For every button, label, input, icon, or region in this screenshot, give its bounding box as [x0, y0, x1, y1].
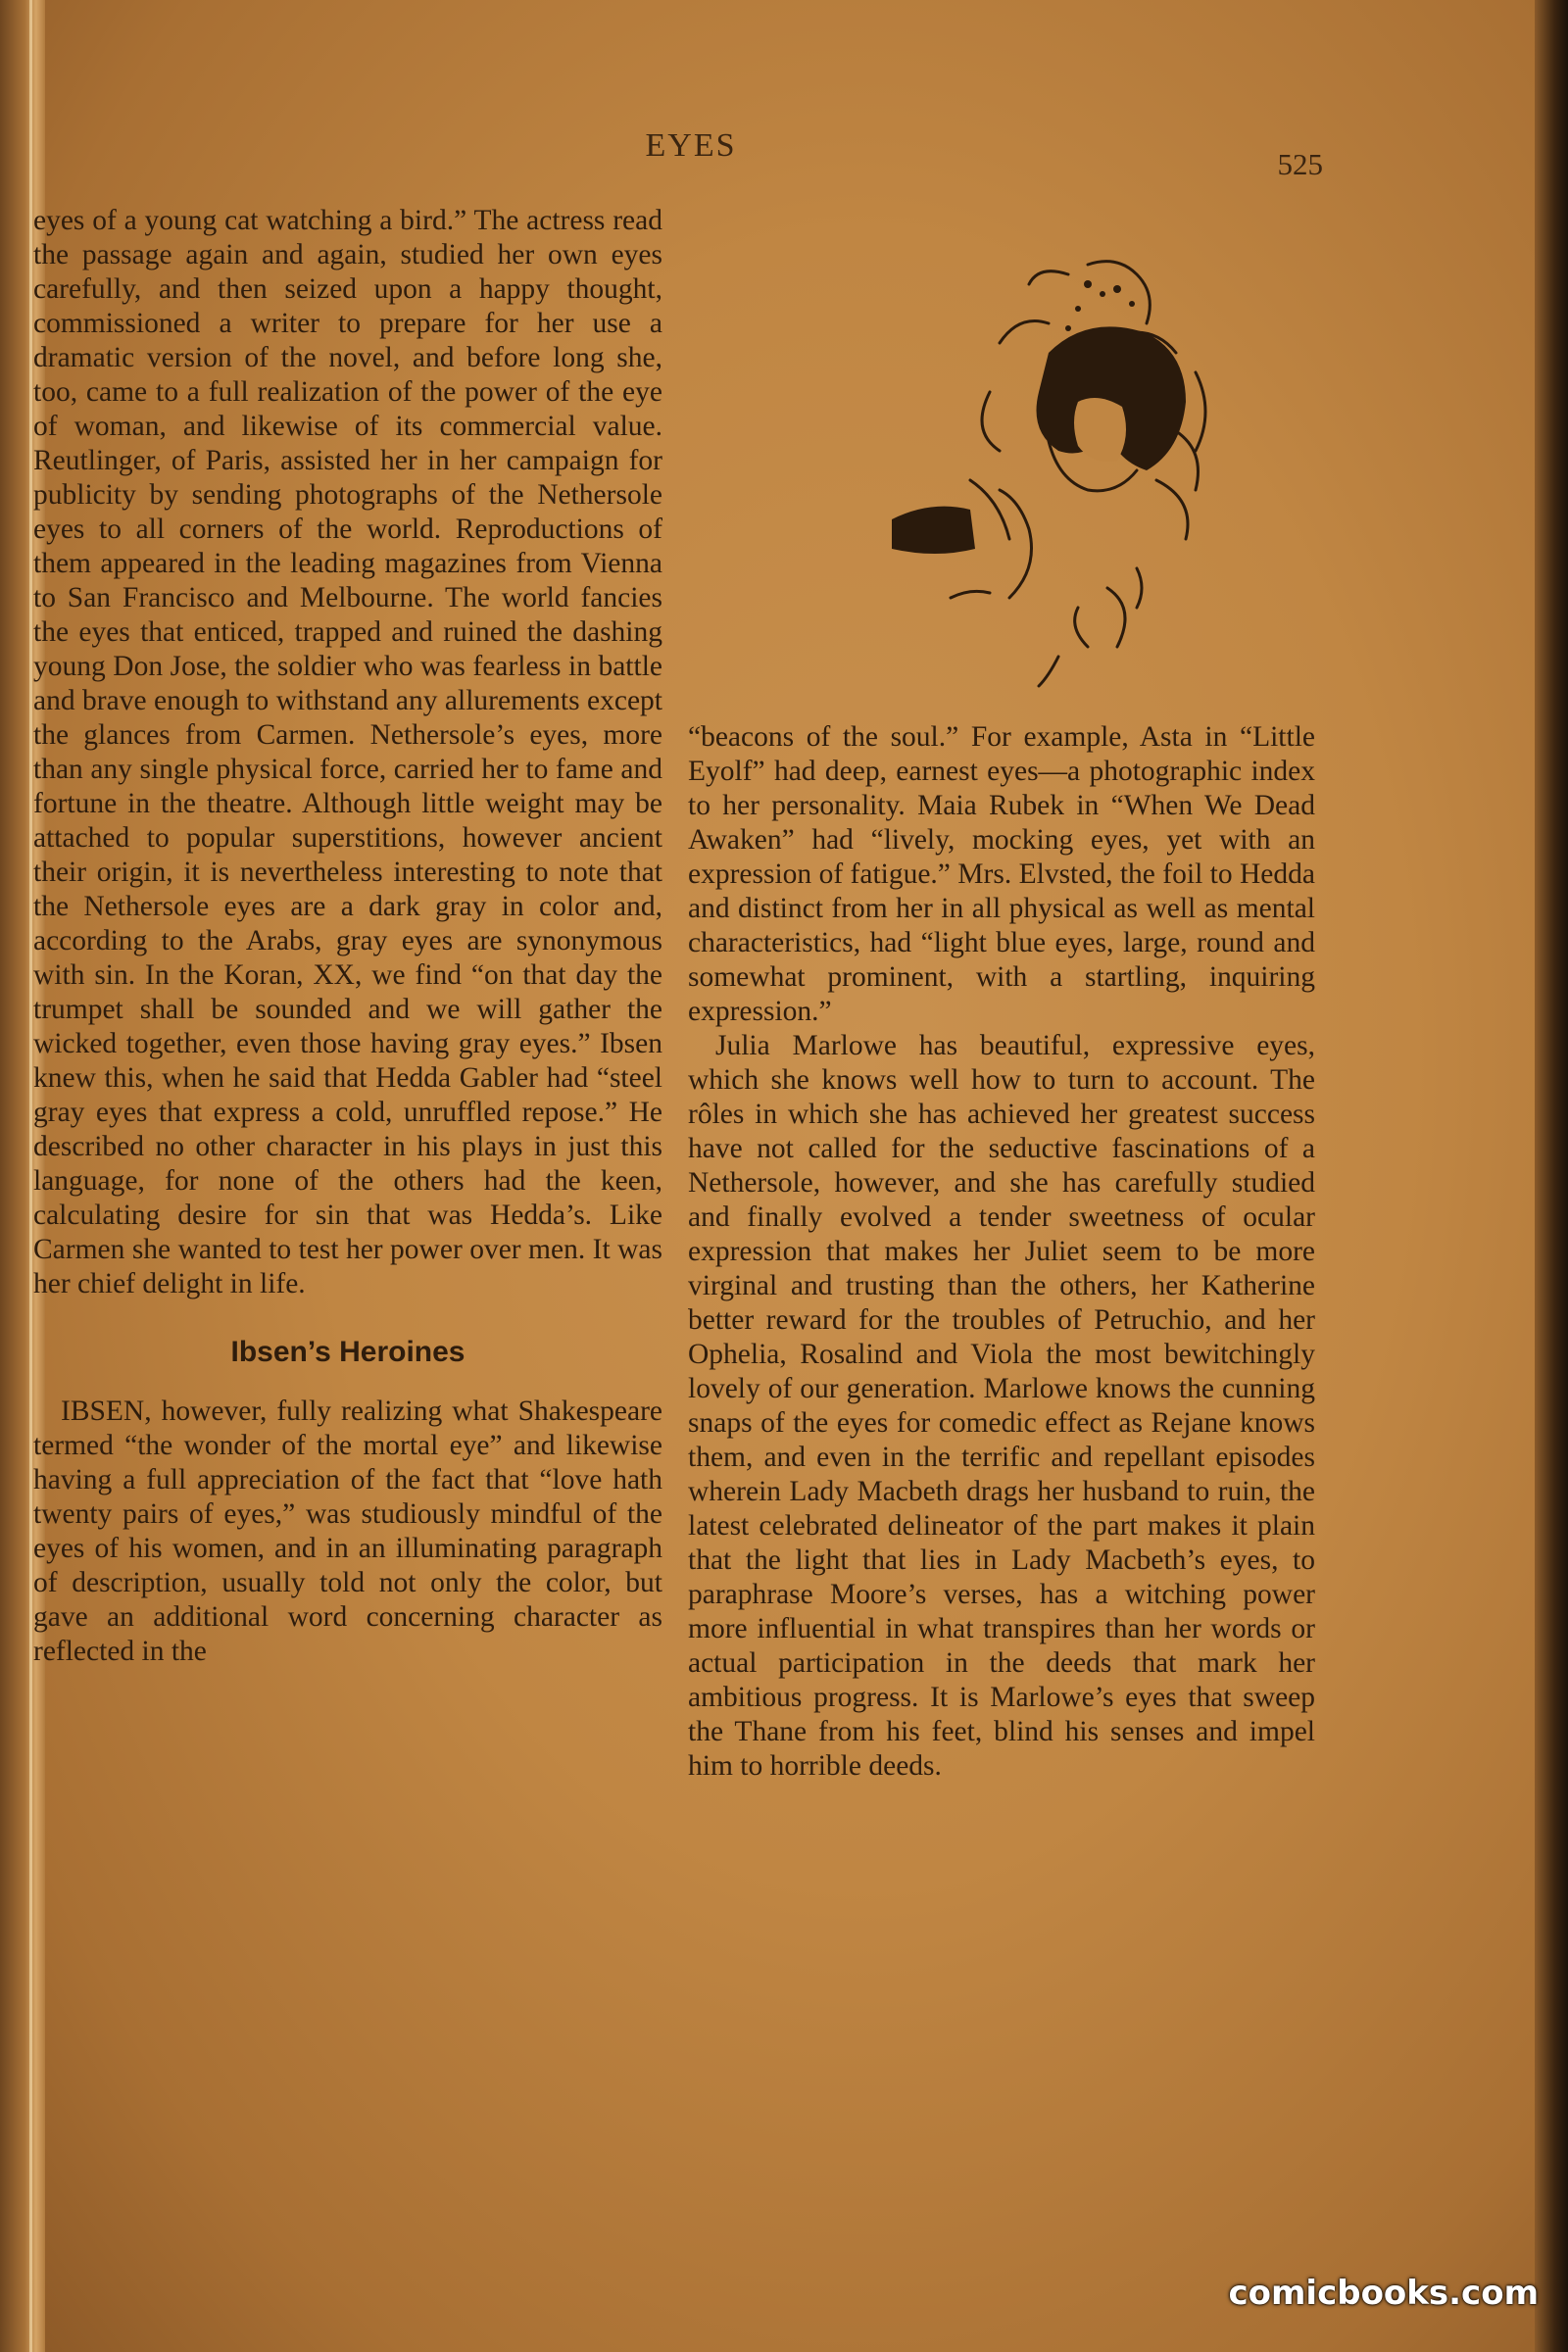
woman-with-hat-sketch-icon — [882, 235, 1323, 715]
right-column — [688, 720, 1315, 1784]
left-paragraph-2: IBSEN, however, fully realizing what Shakespeare termed “the wonder of the mortal eye” and likewise having a full appreciation of the fact that “love hath twenty pairs of eyes,” was studiously mindful of the eyes of his women, and in an illuminating paragraph of description, usually told not only the color, but gave an additional word concerning character as reflected in the — [33, 1396, 662, 1667]
spine-edge-line — [29, 0, 32, 2352]
left-paragraph-1: eyes of a young cat watching a bird.” The actress read the passage again and again, studied her own eyes carefully, and then seized upon a happy thought, commissioned a writer to prepare for her use a dramatic version of the novel, and before long she, too, came to a full realization of the power of the eye of woman, and likewise of its commercial value. Reutlinger, of Paris, assisted her in her campaign for publicity by sending photographs of the Nethersole eyes to all corners of the world. Reproductions of them appeared in the leading magazines from Vienna to San Francisco and Melbourne. The world fancies the eyes that enticed, trapped and ruined the dashing young Don Jose, the soldier who was fearless in battle and brave enough to withstand any allurements except the glances from Carmen. Nethersole’s eyes, more than any single physical force, carried her to fame and fortune in the theatre. Although little weight may be attached to popular superstitions, however ancient their origin, it is nevertheless interesting to note that the Nethersole eyes are a dark gray in color and, according to the Arabs, gray eyes are synonymous with sin. In the Koran, XX, we find “on that day the trumpet shall be sounded and we will gather the wicked together, even those having gray eyes.” Ibsen knew this, when he said that Hedda Gabler had “steel gray eyes that express a cold, unruffled repose.” He described no other character in his plays in just this language, for none of the others had the keen, calculating desire for sin that was Hedda’s. Like Carmen she wanted to test her power over men. It was her chief delight in life. — [33, 205, 662, 1299]
right-paragraph-1: “beacons of the soul.” For example, Asta in “Little Eyolf” had deep, earnest eyes—a photographic index to her personality. Maia Rubek in “When We Dead Awaken” had “lively, mocking eyes, yet with an expression of fatigue.” Mrs. Elvsted, the foil to Hedda and distinct from her in all physical as well as mental characteristics, had “light blue eyes, large, round and somewhat prominent, with a startling, inquiring expression.” — [688, 721, 1315, 1027]
watermark: comicbooks.com — [1228, 2274, 1539, 2313]
page-edge-shadow — [1535, 0, 1568, 2352]
section-heading: Ibsen’s Heroines — [230, 1336, 466, 1368]
page-number: 525 — [1277, 147, 1323, 181]
left-column — [33, 204, 662, 1669]
right-paragraph-2: Julia Marlowe has beautiful, expressive eyes, which she knows well how to turn to account. The rôles in which she has achieved her greatest success have not called for the seductive fascinations of a Nethersole, however, and she has carefully studied and finally evolved a tender sweetness of ocular expression that makes her Juliet seem to be more virginal and trusting than the others, her Katherine better reward for the troubles of Petruchio, and her Ophelia, Rosalind and Viola the most bewitchingly lovely of our generation. Marlowe knows the cunning snaps of the eyes for comedic effect as Rejane knows them, and even in the terrific and repellant episodes wherein Lady Macbeth drags her husband to ruin, the latest celebrated delineator of the part makes it plain that the light that lies in Lady Macbeth’s eyes, to paraphrase Moore’s verses, has a witching power more influential in what transpires than her words or actual participation in the deeds that mark her ambitious progress. It is Marlowe’s eyes that sweep the Thane from his feet, blind his senses and impel him to horrible deeds. — [688, 1030, 1315, 1782]
running-head: EYES — [645, 127, 737, 164]
